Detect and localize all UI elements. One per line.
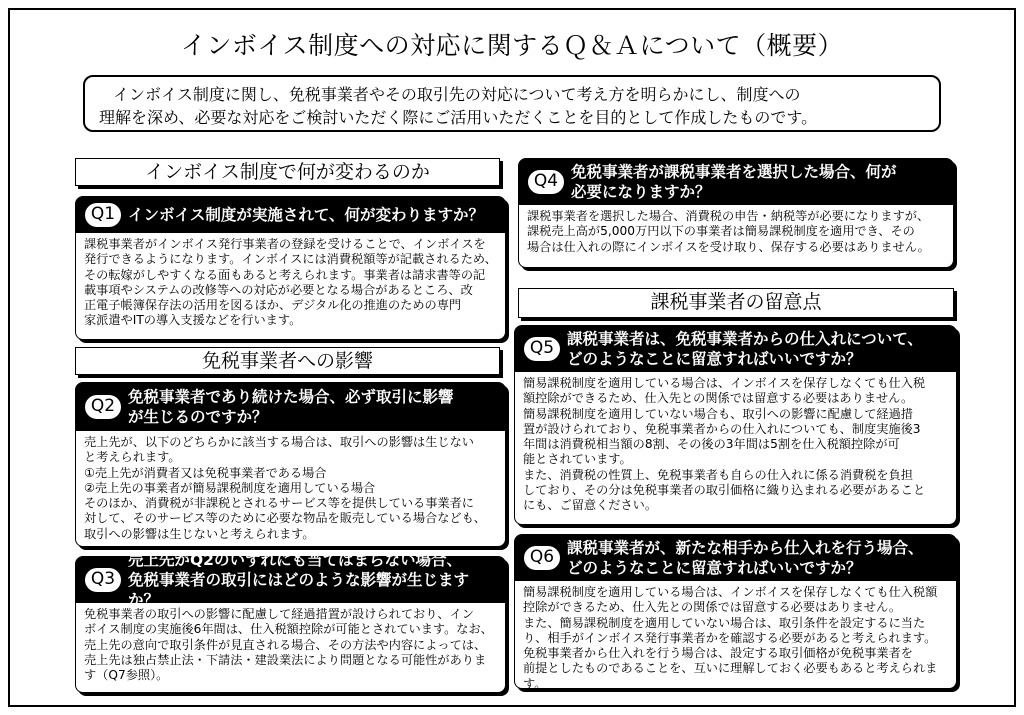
qa-card-q5 — [514, 325, 957, 525]
qa-card-q4 — [518, 158, 954, 268]
answer-line: 年間は消費税相当額の8割、その後の3年間は5割を仕入税額控除が可 — [523, 437, 900, 452]
answer-line: 免税事業者から仕入れを行う場合は、設定する取引価格が免税事業者を — [523, 646, 913, 661]
answer-line: 前提としたものであることを、互いに理解しておく必要もあると考えられます。 — [523, 661, 938, 691]
question-line: 免税事業者の取引にはどのような影響が生じますか？ — [128, 571, 470, 609]
answer-line: す（Q7参照）。 — [84, 668, 169, 683]
answer-line: と考えられます。 — [84, 450, 181, 465]
question-line: が生じるのですか？ — [128, 408, 268, 426]
answer-line: 簡易課税制度を適用している場合は、インボイスを保存しなくても仕入税 — [523, 376, 926, 390]
answer-line: 簡易課税制度を適用していない場合も、取引への影響に配慮して経過措 — [523, 406, 913, 421]
q-badge: Q5 — [523, 336, 561, 362]
page-title: インボイス制度への対応に関するＱ＆Ａについて（概要） — [180, 31, 844, 60]
question-line: 売上先がQ2のいずれにも当てはまらない場合、 — [128, 551, 462, 569]
q-badge: Q2 — [84, 394, 122, 420]
qa-card-header — [519, 159, 953, 205]
answer-line: り、相手がインボイス発行事業者かを確認する必要があると考えられます。 — [523, 630, 937, 645]
answer-line: 能とされています。 — [523, 452, 632, 467]
answer-line: 免税事業者の取引への影響に配慮して経過措置が設けられており、イン — [84, 607, 474, 621]
question-line: 免税事業者が課税事業者を選択した場合、何が — [571, 163, 897, 181]
answer-line: また、簡易課税制度を適用していない場合は、取引条件を設定するに当た — [523, 615, 926, 630]
answer-line: 載事項やシステムの改修等への対応が必要となる場合があるところ、改 — [84, 282, 473, 297]
qa-card-q1 — [75, 196, 506, 340]
answer-text — [515, 581, 956, 692]
intro-line: 理解を深め、必要な対応をご検討いただく際にご活用いただくことを目的として作成したものです。 — [99, 108, 818, 127]
intro-box — [83, 75, 941, 132]
answer-line: 対して、そのサービス等のために必要な物品を販売している場合なども、 — [84, 511, 486, 526]
question-text: インボイス制度が実施されて、何が変わりますか？ — [128, 206, 485, 224]
qa-card-header — [515, 535, 956, 581]
answer-line: 簡易課税制度を適用している場合は、インボイスを保存しなくても仕入税額 — [523, 585, 938, 599]
intro-line: インボイス制度に関し、免税事業者やその取引先の対応について考え方を明らかにし、制度への — [113, 85, 801, 104]
qa-card-header — [76, 551, 505, 609]
q-badge: Q4 — [527, 169, 565, 195]
qa-card-header — [76, 197, 505, 233]
answer-line: 売上先の意向で取引条件が見直される場合、その方法や内容によっては、 — [84, 637, 487, 652]
qa-card-q2 — [75, 382, 506, 547]
answer-text — [515, 372, 956, 514]
answer-line: ボイス制度の実施後6年間は、仕入税額控除が可能とされています。なお、 — [84, 622, 493, 637]
q-badge: Q3 — [84, 567, 122, 593]
answer-line: 額控除ができるため、仕入先との関係では留意する必要はありません。 — [523, 391, 914, 406]
answer-line: そのほか、消費税が非課税とされるサービス等を提供している事業者に — [84, 496, 474, 511]
answer-text — [76, 233, 505, 329]
answer-line: 売上先が、以下のどちらかに該当する場合は、取引への影響は生じない — [84, 435, 474, 449]
answer-line: 発行できるようになります。インボイスには消費税額等が記載されるため、 — [84, 252, 497, 267]
answer-line: ①売上先が消費者又は免税事業者である場合 — [84, 465, 327, 480]
answer-line: また、消費税の性質上、免税事業者も自らの仕入れに係る消費税を負担 — [523, 467, 913, 482]
question-line: 課税事業者は、免税事業者からの仕入れについて、 — [567, 330, 923, 348]
section-heading-changes: インボイス制度で何が変わるのか — [75, 158, 500, 186]
q-badge: Q6 — [523, 545, 561, 571]
question-text — [567, 538, 924, 578]
answer-text — [76, 431, 505, 542]
answer-line: 場合は仕入れの際にインボイスを受け取り、保存する必要はありません。 — [527, 239, 930, 254]
question-text — [128, 387, 454, 427]
answer-line: しており、その分は免税事業者の取引価格に織り込まれる必要があること — [523, 483, 926, 498]
question-text — [128, 550, 497, 610]
answer-line: 課税売上高が5,000万円以下の事業者は簡易課税制度を適用でき、その — [527, 224, 915, 239]
answer-line: 控除ができるため、仕入先との関係では留意する必要はありません。 — [523, 600, 902, 615]
question-text — [571, 162, 897, 202]
section-heading-exempt-impact: 免税事業者への影響 — [75, 347, 500, 375]
question-line: どのようなことに留意すればいいですか？ — [567, 350, 862, 368]
question-text — [567, 329, 923, 369]
answer-line: 売上先は独占禁止法・下請法・建設業法により問題となる可能性がありま — [84, 652, 487, 667]
answer-line: その転嫁がしやすくなる面もあると考えられます。事業者は請求書等の記 — [84, 267, 486, 282]
answer-line: にも、ご留意ください。 — [523, 498, 658, 513]
question-line: 必要になりますか？ — [571, 183, 711, 201]
qa-card-q6 — [514, 534, 957, 689]
answer-line: 正電子帳簿保存法の活用を図るほか、デジタル化の推進のための専門 — [84, 298, 462, 313]
qa-card-header — [515, 326, 956, 372]
answer-text — [519, 205, 953, 255]
question-line: 課税事業者が、新たな相手から仕入れを行う場合、 — [567, 539, 924, 557]
question-line: どのようなことに留意すればいいですか？ — [567, 559, 862, 577]
answer-line: 課税事業者を選択した場合、消費税の申告・納税等が必要になりますが、 — [527, 209, 930, 223]
q-badge: Q1 — [84, 202, 122, 228]
qa-card-header — [76, 383, 505, 431]
section-heading-taxable-notes: 課税事業者の留意点 — [518, 288, 954, 318]
answer-line: 家派遣やITの導入支援などを行います。 — [84, 313, 302, 328]
qa-card-q3 — [75, 551, 506, 693]
answer-line: 取引への影響は生じないと考えられます。 — [84, 526, 315, 541]
answer-text — [76, 603, 505, 683]
question-line: 免税事業者であり続けた場合、必ず取引に影響 — [128, 388, 454, 406]
answer-line: ②売上先の事業者が簡易課税制度を適用している場合 — [84, 480, 376, 495]
answer-line: 置が設けられており、免税事業者からの仕入れについても、制度実施後3 — [523, 421, 921, 436]
answer-line: 課税事業者がインボイス発行事業者の登録を受けることで、インボイスを — [84, 237, 486, 251]
